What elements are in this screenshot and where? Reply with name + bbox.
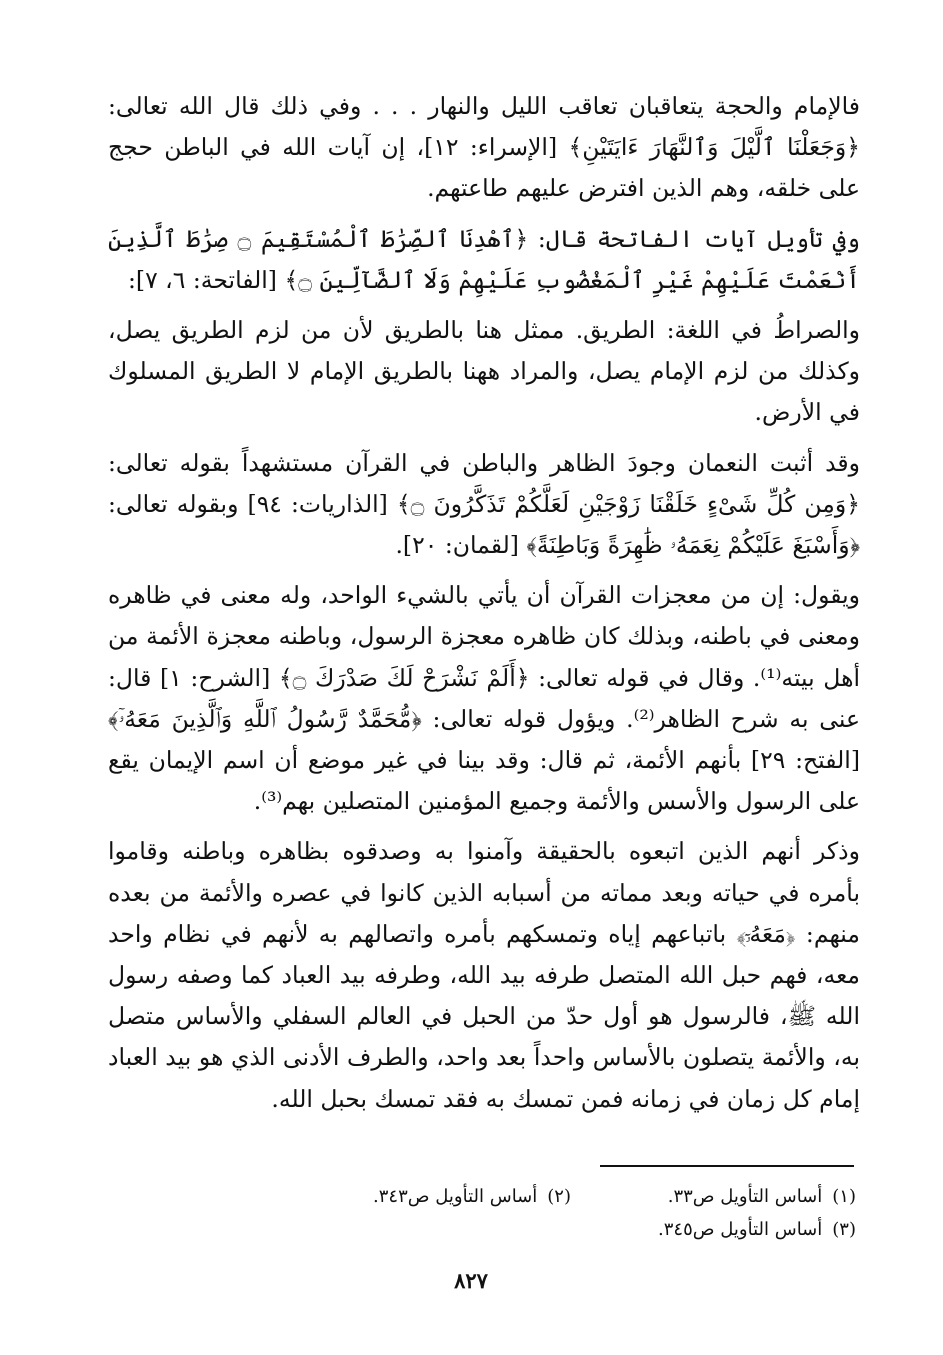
paragraph-1: فالإمام والحجة يتعاقبان تعاقب الليل والنهار . . . وفي ذلك قال الله تعالى: ﴿وَجَعَلْنَا ٱلَّيْلَ وَٱلنَّهَارَ ءَايَتَيْنِ﴾ [الإسراء: ١٢]، إن آيات الله في الباطن حجج على خلقه، وهم الذين افترض عليهم طاعتهم.	[108, 92, 860, 203]
footnote-3	[601, 1213, 856, 1246]
paragraph-2: وفي تأويل آيات الفاتحة قال: ﴿ٱهْدِنَا ٱلصِّرَٰطَ ٱلْمُسْتَقِيمَ ۝ صِرَٰطَ ٱلَّذِينَ أَنْعَمْتَ عَلَيْهِمْ غَيْرِ ٱلْمَغْضُوبِ عَلَيْهِمْ وَلَا ٱلضَّآلِّينَ ۝﴾ [الفاتحة: ٦، ٧]:	[108, 224, 860, 294]
footnote-2-text: أساس التأويل ص٣٤٣.	[373, 1186, 538, 1207]
paragraph-5: ويقول: إن من معجزات القرآن أن يأتي بالشيء الواحد، وله معنى في ظاهره ومعنى في باطنه، وبذلك كان ظاهره معجزة الرسول، وباطنه معجزة الأئمة من أهل بيته⁽¹⁾. وقال في قوله تعالى: ﴿أَلَمْ نَشْرَحْ لَكَ صَدْرَكَ ۝﴾ [الشرح: ١] قال: عنى به شرح الظاهر⁽²⁾. ويؤول قوله تعالى: ﴿مُّحَمَّدٌ رَّسُولُ ٱللَّهِ وَٱلَّذِينَ مَعَهُۥٓ﴾ [الفتح: ٢٩] بأنهم الأئمة، ثم قال: وقد بينا في غير موضع أن اسم الإيمان يقع على الرسول والأسس والأئمة وجميع المؤمنين المتصلين بهم⁽³⁾.	[108, 581, 860, 816]
page-body	[108, 86, 860, 1120]
footnote-row-1	[180, 1180, 856, 1213]
footnote-2-number: (٢)	[547, 1186, 571, 1207]
footnote-divider	[600, 1165, 854, 1167]
footnote-1-number: (١)	[832, 1186, 856, 1207]
paragraph-3: والصراطُ في اللغة: الطريق. ممثل هنا بالطريق لأن من لزم الطريق يصل، وكذلك من لزم الإمام يصل، والمراد ههنا بالطريق الإمام لا الطريق المسلوك في الأرض.	[108, 316, 860, 427]
paragraph-4: وقد أثبت النعمان وجودَ الظاهر والباطن في القرآن مستشهداً بقوله تعالى: ﴿وَمِن كُلِّ شَىْءٍ خَلَقْنَا زَوْجَيْنِ لَعَلَّكُمْ تَذَكَّرُونَ ۝﴾ [الذاريات: ٩٤] وبقوله تعالى: ﴿وَأَسْبَغَ عَلَيْكُمْ نِعَمَهُۥ ظَٰهِرَةً وَبَاطِنَةً﴾ [لقمان: ٢٠].	[108, 448, 860, 560]
footnotes	[180, 1180, 856, 1246]
footnote-1-text: أساس التأويل ص٣٣.	[667, 1186, 823, 1207]
paragraph-6: وذكر أنهم الذين اتبعوه بالحقيقة وآمنوا به وصدقوه بظاهره وباطنه وقاموا بأمره في حياته وبعد مماته من أسبابه الذين كانوا في عصره والأئمة من بعده منهم: ﴿مَعَهُۥٓ﴾ باتباعهم إياه وتمسكهم بأمره واتصالهم به لأنهم في نظام واحد معه، فهم حبل الله المتصل طرفه بيد الله، وطرفه بيد العباد كما وصفه رسول الله ﷺ، فالرسول هو أول حدّ من الحبل في العالم السفلي والأساس متصل به، والأئمة يتصلون بالأساس واحداً بعد واحد، والطرف الأدنى الذي هو بيد العباد إمام كل زمان في زمانه فمن تمسك به فقد تمسك بحبل الله.	[108, 837, 860, 1113]
footnote-3-number: (٣)	[832, 1219, 856, 1240]
footnote-3-text: أساس التأويل ص٣٤٥.	[658, 1219, 823, 1240]
footnote-1	[601, 1180, 856, 1213]
footnote-row-2	[180, 1213, 856, 1246]
footnote-2	[316, 1180, 571, 1213]
page-number: ٨٢٧	[454, 1268, 488, 1293]
